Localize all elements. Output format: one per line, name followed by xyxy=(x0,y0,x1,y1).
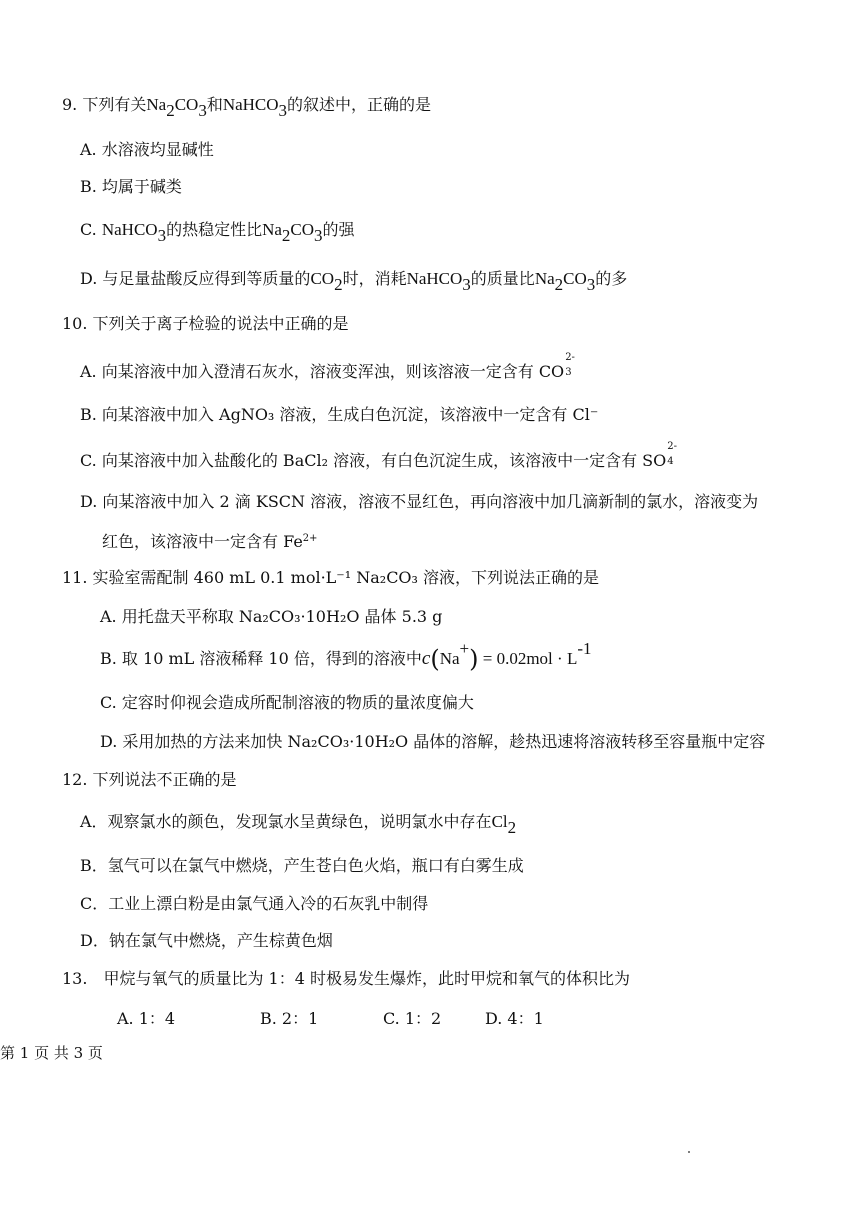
q12-stem: 12. 下列说法不正确的是 xyxy=(62,770,237,789)
q11-option-d: D. 采用加热的方法来加快 Na₂CO₃·10H₂O 晶体的溶解，趁热迅速将溶液转移至容量瓶中定容 xyxy=(100,732,766,751)
q13-option-d: D. 4：1 xyxy=(485,1009,544,1028)
q9-stem: 9. 下列有关$Na_2CO_3$和NaHCO$_3$的叙述中，正确的是 xyxy=(62,95,432,120)
q9-option-c: C. NaHCO$_3$的热稳定性比$Na_2CO_3$的强 xyxy=(80,220,355,245)
q9-option-d: D. 与足量盐酸反应得到等质量的$CO_2$时，消耗NaHCO$_3$的质量比$Na_2CO_3$的多 xyxy=(80,269,628,294)
q12-option-d: D．钠在氯气中燃烧，产生棕黄色烟 xyxy=(80,931,333,950)
q10-option-d-line2: 红色，该溶液中一定含有 $Fe^{2+}$ xyxy=(102,532,318,551)
q10-option-d-line1: D. 向某溶液中加入 2 滴 KSCN 溶液，溶液不显红色，再向溶液中加几滴新制的氯水，溶液变为 xyxy=(80,492,759,511)
q11-stem: 11. 实验室需配制 460 mL 0.1 mol·L⁻¹ Na₂CO₃ 溶液，下列说法正确的是 xyxy=(62,568,600,587)
q12-option-a: A．观察氯水的颜色，发现氯水呈黄绿色，说明氯水中存在$Cl_2$ xyxy=(80,812,517,837)
q13-options xyxy=(0,1008,867,1030)
q13-option-a: A. 1：4 xyxy=(117,1009,176,1028)
q13-option-c: C. 1：2 xyxy=(383,1009,442,1028)
q10-option-a: A. 向某溶液中加入澄清石灰水，溶液变浑浊，则该溶液一定含有 CO 2- 3 xyxy=(80,352,575,381)
page-footer: 第 1 页 共 3 页 xyxy=(0,1044,103,1062)
q10-option-c: C. 向某溶液中加入盐酸化的 BaCl₂ 溶液，有白色沉淀生成，该溶液中一定含有 SO 2- 4 xyxy=(80,441,678,470)
q11-option-c: C. 定容时仰视会造成所配制溶液的物质的量浓度偏大 xyxy=(100,693,474,712)
q11-option-a: A. 用托盘天平称取 Na₂CO₃·10H₂O 晶体 5.3 g xyxy=(100,607,443,626)
q10-option-b: B. 向某溶液中加入 AgNO₃ 溶液，生成白色沉淀，该溶液中一定含有 Cl⁻ xyxy=(80,405,599,424)
scan-speck xyxy=(688,1151,690,1153)
q9-option-a: A. 水溶液均显碱性 xyxy=(80,140,214,159)
q12-option-b: B．氢气可以在氯气中燃烧，产生苍白色火焰，瓶口有白雾生成 xyxy=(80,856,524,875)
q12-option-c: C．工业上漂白粉是由氯气通入冷的石灰乳中制得 xyxy=(80,894,429,913)
q13-stem: 13. 甲烷与氧气的质量比为 1：4 时极易发生爆炸，此时甲烷和氧气的体积比为 xyxy=(62,969,630,988)
q13-option-b: B. 2：1 xyxy=(260,1009,319,1028)
q11-option-b: B. 取 10 mL 溶液稀释 10 倍，得到的溶液中$c(Na^+) = 0.02mol \cdot L^{-1}$ xyxy=(100,638,592,673)
q9-option-b: B. 均属于碱类 xyxy=(80,177,182,196)
q10-stem: 10. 下列关于离子检验的说法中正确的是 xyxy=(62,314,349,333)
